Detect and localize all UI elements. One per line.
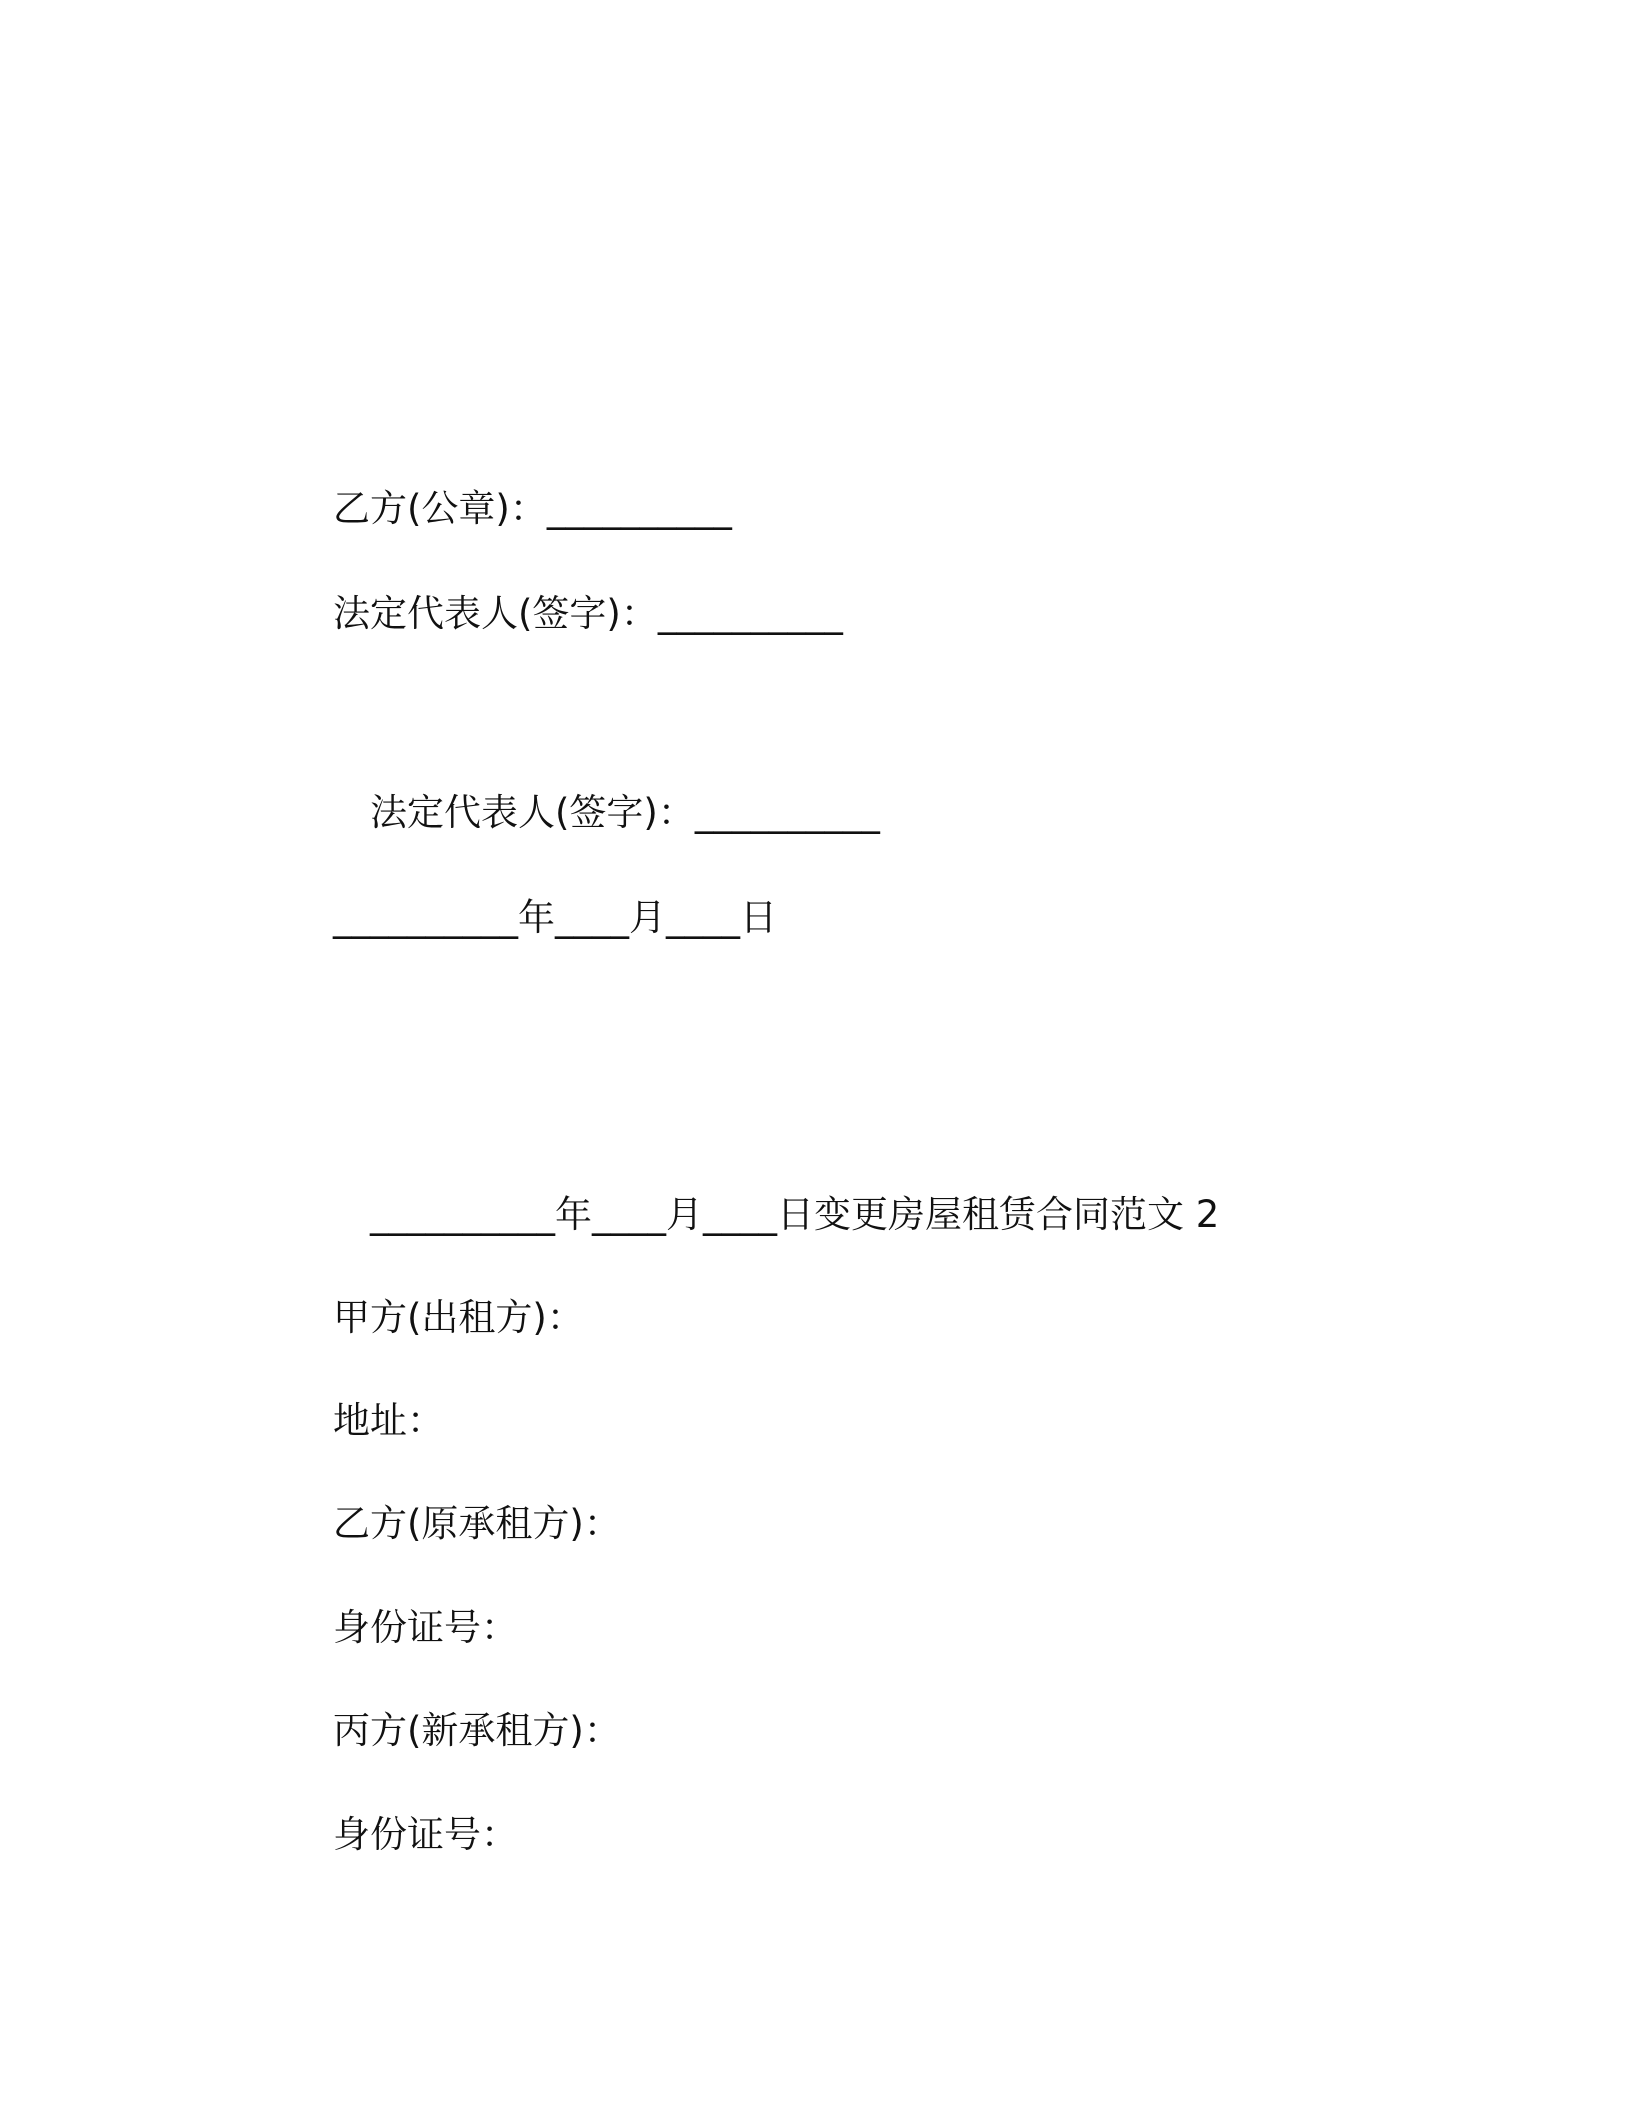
party-b-seal-line: 乙方(公章)：__________ [333, 487, 732, 530]
party-a-lessor-label: 甲方(出租方)： [333, 1296, 584, 1339]
id-number-label-party-b: 身份证号： [333, 1606, 518, 1649]
party-c-new-lessee-label: 丙方(新承租方)： [333, 1709, 621, 1752]
id-number-label-party-c: 身份证号： [333, 1813, 518, 1856]
contract-title-line: __________年____月____日变更房屋租赁合同范文 2 [370, 1193, 1220, 1236]
address-label: 地址： [333, 1399, 444, 1442]
legal-representative-signature-line: 法定代表人(签字)：__________ [333, 592, 843, 635]
party-b-original-lessee-label: 乙方(原承租方)： [333, 1502, 621, 1545]
date-line: __________年____月____日 [333, 896, 777, 939]
legal-representative-signature-line-indented: 法定代表人(签字)：__________ [370, 791, 880, 834]
